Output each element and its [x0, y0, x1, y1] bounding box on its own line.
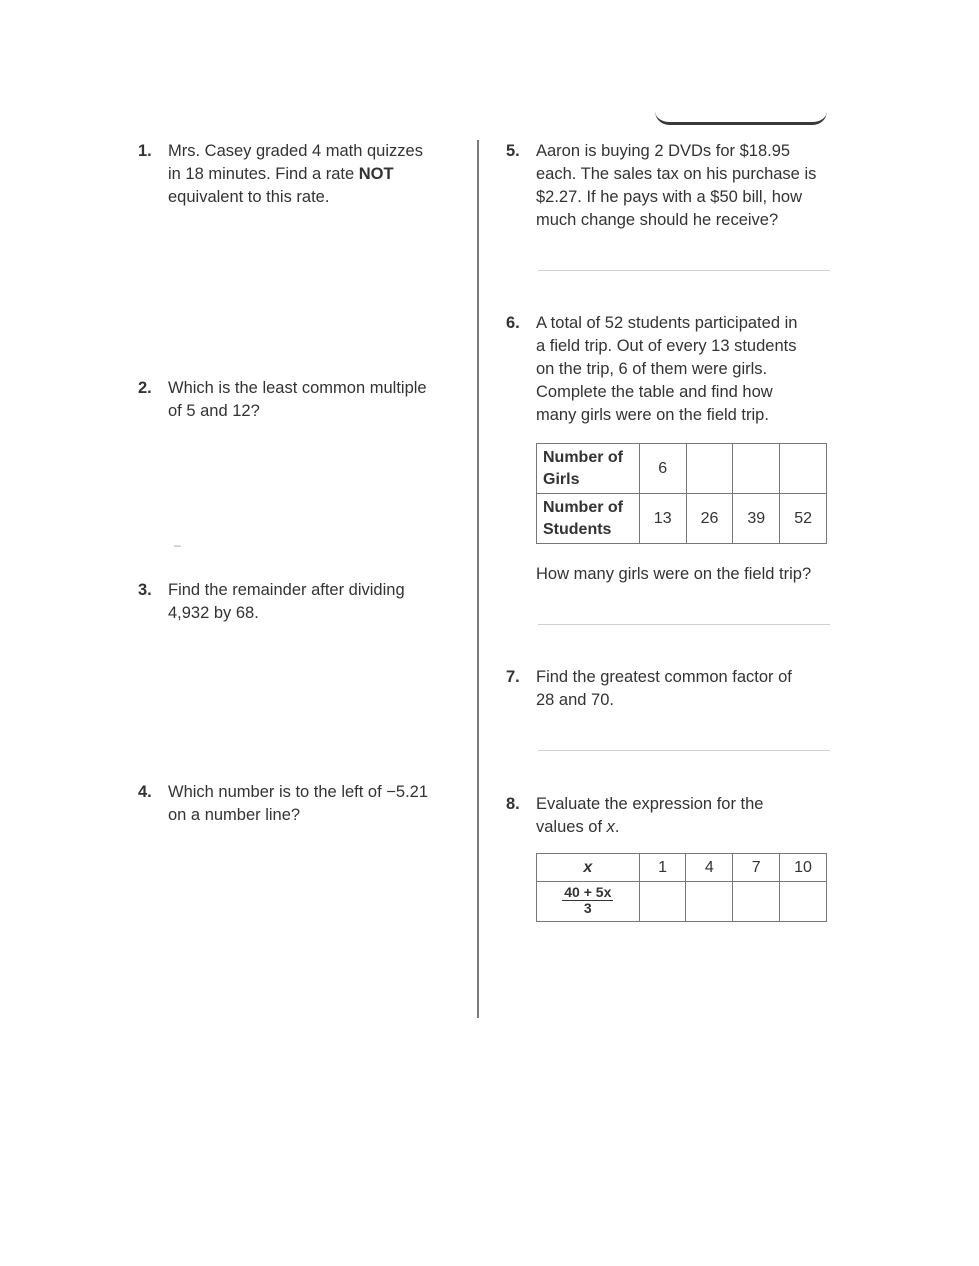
question-number: 6.	[506, 314, 520, 332]
table-cell: 39	[733, 494, 780, 544]
question-6-followup	[536, 563, 811, 586]
table-cell[interactable]	[686, 882, 733, 922]
table-cell[interactable]	[686, 444, 733, 494]
table-cell[interactable]	[780, 444, 827, 494]
emphasis-not: NOT	[358, 165, 394, 183]
question-text: Aaron is buying 2 DVDs for $18.95 each. The sales tax on his purchase is $2.27. If he pays with a $50 bill, how much change should he receive?	[536, 142, 817, 229]
question-number: 2.	[138, 379, 152, 397]
question-text: Find the greatest common factor of 28 and 70.	[536, 668, 792, 709]
table-cell: 13	[639, 494, 686, 544]
table-cell: 10	[780, 854, 827, 882]
answer-line-5[interactable]	[538, 270, 830, 271]
table-cell: 52	[780, 494, 827, 544]
question-3	[138, 579, 405, 625]
question-7	[506, 666, 792, 712]
table-cell[interactable]	[780, 882, 827, 922]
question-text: Evaluate the expression for the values of	[536, 795, 764, 836]
question-4	[138, 781, 428, 827]
followup-text: How many girls were on the field trip?	[536, 565, 812, 583]
question-5	[506, 140, 816, 232]
header-tab-decoration	[655, 104, 827, 125]
fraction-denominator: 3	[583, 900, 592, 916]
table-cell: 4	[686, 854, 733, 882]
question-text: Find the remainder after dividing 4,932 by 68.	[168, 581, 405, 622]
question-number: 8.	[506, 795, 520, 813]
girls-students-table	[536, 443, 827, 544]
question-2	[138, 377, 427, 423]
table-cell[interactable]: 6	[639, 444, 686, 494]
column-divider	[477, 140, 479, 1018]
answer-line-7[interactable]	[538, 750, 830, 751]
table-cell[interactable]	[639, 882, 686, 922]
question-number: 1.	[138, 142, 152, 160]
question-1	[138, 140, 423, 209]
expression-table	[536, 853, 827, 922]
fraction	[562, 885, 613, 916]
answer-line-6[interactable]	[538, 624, 830, 625]
row-header-girls: Number of Girls	[537, 444, 640, 494]
question-number: 4.	[138, 783, 152, 801]
question-8	[506, 793, 763, 839]
table-cell[interactable]	[733, 882, 780, 922]
question-text: Which is the least common multiple of 5 and 12?	[168, 379, 427, 420]
table-cell: 26	[686, 494, 733, 544]
table-cell: 1	[639, 854, 686, 882]
table-cell[interactable]	[733, 444, 780, 494]
variable-x: x	[606, 818, 615, 836]
question-text: A total of 52 students participated in a field trip. Out of every 13 students on the trip, 6 of them were girls. Complete the table and find how many girls were on the field trip.	[536, 314, 798, 424]
question-number: 5.	[506, 142, 520, 160]
question-number: 7.	[506, 668, 520, 686]
question-text-end: .	[614, 818, 620, 836]
row-header-expression	[537, 882, 640, 922]
fraction-numerator: 40 + 5x	[564, 884, 612, 900]
table-cell: 7	[733, 854, 780, 882]
stray-mark: –	[174, 538, 181, 552]
question-text: Mrs. Casey graded 4 math quizzes in 18 minutes. Find a rate	[168, 142, 423, 183]
question-text-end: equivalent to this rate.	[168, 188, 330, 206]
row-header-x: x	[537, 854, 640, 882]
question-text: Which number is to the left of −5.21 on a number line?	[168, 783, 429, 824]
row-header-students: Number of Students	[537, 494, 640, 544]
question-6	[506, 312, 797, 427]
question-number: 3.	[138, 581, 152, 599]
